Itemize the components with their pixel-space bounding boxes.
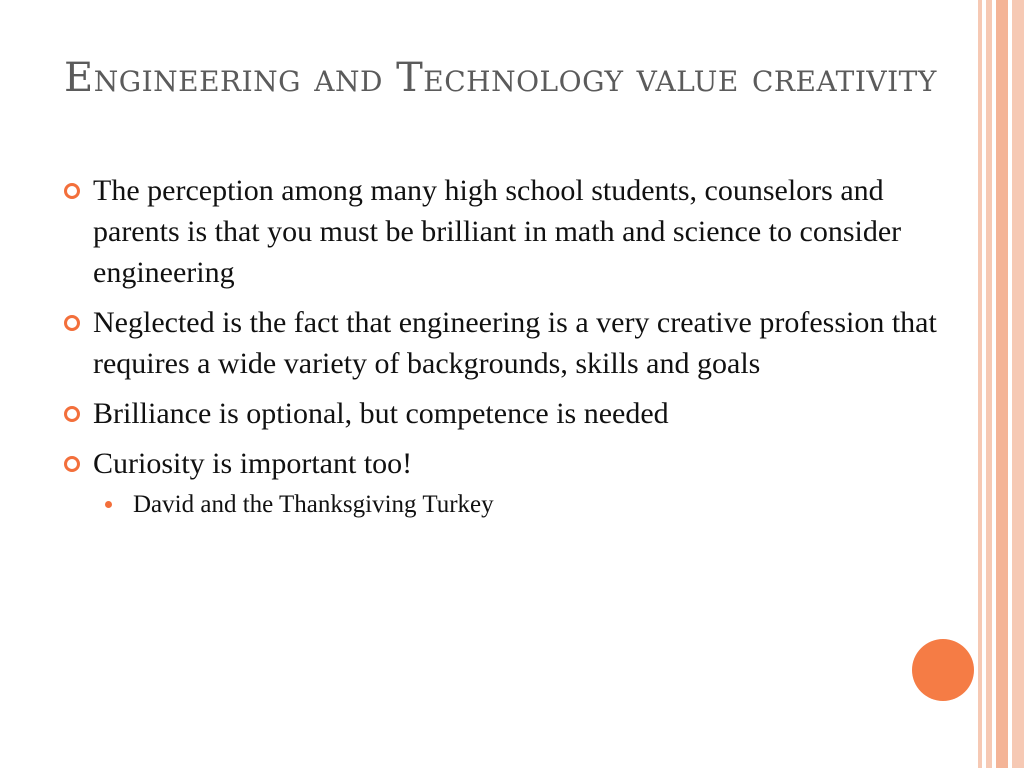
bullet-item: [64, 443, 964, 522]
bullet-list: [64, 170, 964, 531]
border-stripe: [986, 0, 992, 768]
ring-bullet-icon: [64, 315, 80, 331]
sub-bullet-text: David and the Thanksgiving Turkey: [133, 491, 494, 518]
bullet-item: [64, 170, 964, 293]
dot-bullet-icon: [105, 501, 112, 508]
orange-circle-decoration: [912, 639, 974, 701]
ring-bullet-icon: [64, 456, 80, 472]
slide-title: Engineering and Technology value creativity: [64, 55, 937, 101]
border-stripe: [978, 0, 982, 768]
sub-bullet-item: [93, 488, 964, 522]
bullet-text: The perception among many high school students, counselors and parents is that you must be brilliant in math and science to consider engineering: [93, 174, 902, 289]
bullet-item: [64, 393, 964, 434]
border-stripe: [1012, 0, 1024, 768]
bullet-text: Brilliance is optional, but competence is needed: [93, 397, 669, 430]
ring-bullet-icon: [64, 183, 80, 199]
sub-bullet-list: [93, 488, 964, 522]
border-stripe: [996, 0, 1008, 768]
bullet-text: Curiosity is important too!: [93, 447, 413, 480]
ring-bullet-icon: [64, 406, 80, 422]
bullet-text: Neglected is the fact that engineering is a very creative profession that requires a wide variety of backgrounds, skills and goals: [93, 306, 937, 380]
bullet-item: [64, 302, 964, 384]
